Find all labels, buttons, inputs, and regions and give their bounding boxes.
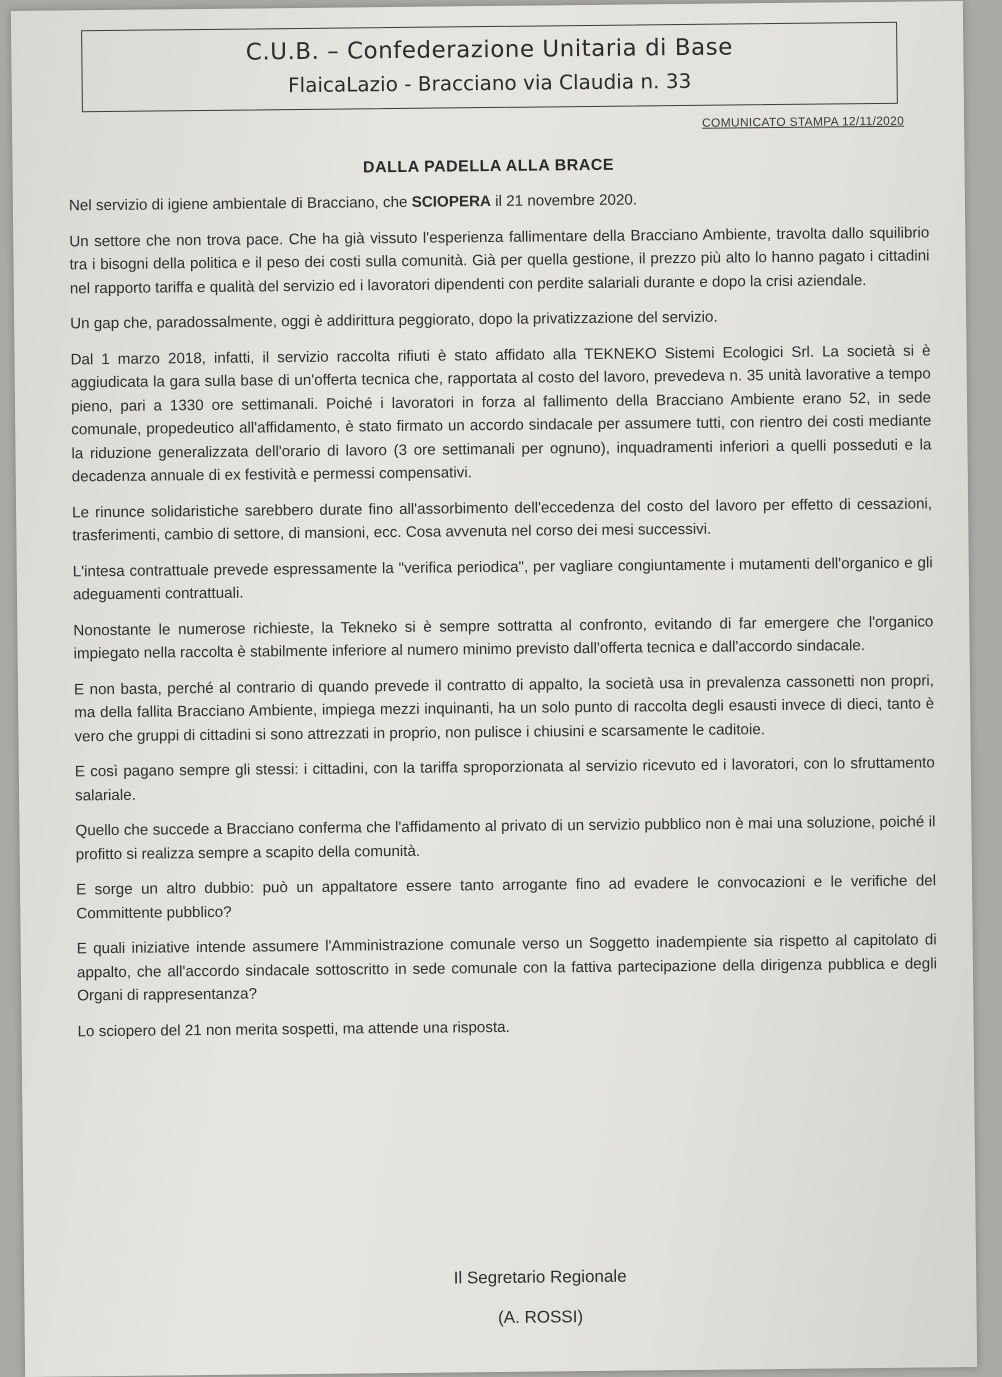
paragraph-9: Quello che succede a Bracciano conferma che l'affidamento al privato di un servizio pubblico non è mai una soluzione, poiché il profitto si realizza sempre a scapito della comunità. [75, 813, 936, 863]
document-body [69, 185, 938, 1055]
paragraph-1: Un settore che non trova pace. Che ha già vissuto l'esperienza fallimentare della Bracciano Ambiente, travolta dallo squilibrio tra i bisogni della politica e il peso dei costi sulla comunità. Già per quella gestione, il prezzo più alto lo hanno pagato i cittadini nel rapporto tariffa e qualità del servizio ed i lavoratori dipendenti con perdite salariali durante e dopo la crisi aziendale. [69, 223, 930, 297]
paragraph-7: E non basta, perché al contrario di quando prevede il contratto di appalto, la società usa in prevalenza cassonetti non propri, ma della fallita Bracciano Ambiente, impiega mezzi inquinanti, ha un solo punto di raccolta degli esausti invece di dieci, tanto è vero che gruppi di cittadini si sono attrezzati in proprio, non pulisce i chiusini e scarsamente le caditoie. [73, 671, 935, 745]
lead-strike-word: SCIOPERA [411, 193, 492, 211]
paragraph-6: Nonostante le numerose richieste, la Tekneko si è sempre sottratta al confronto, evitando di far emergere che l'organico impiegato nella raccolta è stabilmente inferiore al numero minimo previsto dall'offerta tecnica e dall'accordo sindacale. [73, 612, 934, 663]
lead-text-end: il 21 novembre 2020. [490, 191, 638, 211]
press-release-sheet [11, 1, 977, 1377]
lead-text-start: Nel servizio di igiene ambientale di Bracciano, che [68, 193, 412, 215]
lead-paragraph [69, 185, 929, 218]
paragraph-3: Dal 1 marzo 2018, infatti, il servizio raccolta rifiuti è stato affidato alla TEKNEKO Sistemi Ecologici Srl. La società si è aggiudicata la gara sulla base di un'offerta tecnica che, rapportata al costo del lavoro, prevedeva n. 35 unità lavorative a tempo pieno, pari a 1330 ore settimanali. Poiché i lavoratori in forza al fallimento della Bracciano Ambiente erano 52, in sede comunale, propedeutico all'affidamento, è stato firmato un accordo sindacale per assumere tutti, con rientro dei costi mediante la riduzione generalizzata dell'orario di lavoro (3 ore settimanali per ognuno), inquadramenti inferiori a quelli posseduti e la decadenza annuale di ex festività e permessi compensativi. [70, 341, 932, 486]
press-release-date: COMUNICATO STAMPA 12/11/2020 [701, 113, 905, 130]
paragraph-8: E così pagano sempre gli stessi: i cittadini, con la tariffa sproporzionata al servizio ricevuto ed i lavoratori, con lo sfruttamento salariale. [74, 754, 935, 804]
paragraph-10: E sorge un altro dubbio: può un appaltatore essere tanto arrogante fino ad evadere le convocazioni e le verifiche del Committente pubblico? [75, 872, 937, 922]
letterhead-box [81, 22, 898, 113]
organization-address: FlaicaLazio - Bracciano via Claudia n. 33 [287, 68, 692, 98]
paragraph-2: Un gap che, paradossalmente, oggi è addirittura peggiorato, dopo la privatizzazione del servizio. [70, 308, 718, 333]
paragraph-4: Le rinunce solidaristiche sarebbero durate fino all'assorbimento dell'eccedenza del costo del lavoro per effetto di cessazioni, trasferimenti, cambio di settore, di mansioni, ecc. Cosa avvenuta nel corso dei mesi successivi. [72, 494, 933, 545]
organization-title: C.U.B. – Confederazione Unitaria di Base [245, 34, 733, 66]
paragraph-11: E quali iniziative intende assumere l'Amministrazione comunale verso un Soggetto inadempiente sia rispetto al capitolato di appalto, che all'accordo sindacale sottoscritto in sede comunale con la fattiva partecipazione della dirigenza pubblica e degli Organi di rappresentanza? [76, 931, 937, 1005]
document-title: DALLA PADELLA ALLA BRACE [362, 156, 615, 177]
paragraph-12: Lo sciopero del 21 non merita sospetti, ma attende una risposta. [77, 1018, 510, 1040]
signatory-name: (A. ROSSI) [497, 1307, 584, 1327]
signatory-role: Il Segretario Regionale [453, 1266, 627, 1288]
paragraph-5: L'intesa contrattuale prevede espressamente la "verifica periodica", per vagliare congiuntamente i mutamenti dell'organico e gli adeguamenti contrattuali. [72, 553, 933, 604]
